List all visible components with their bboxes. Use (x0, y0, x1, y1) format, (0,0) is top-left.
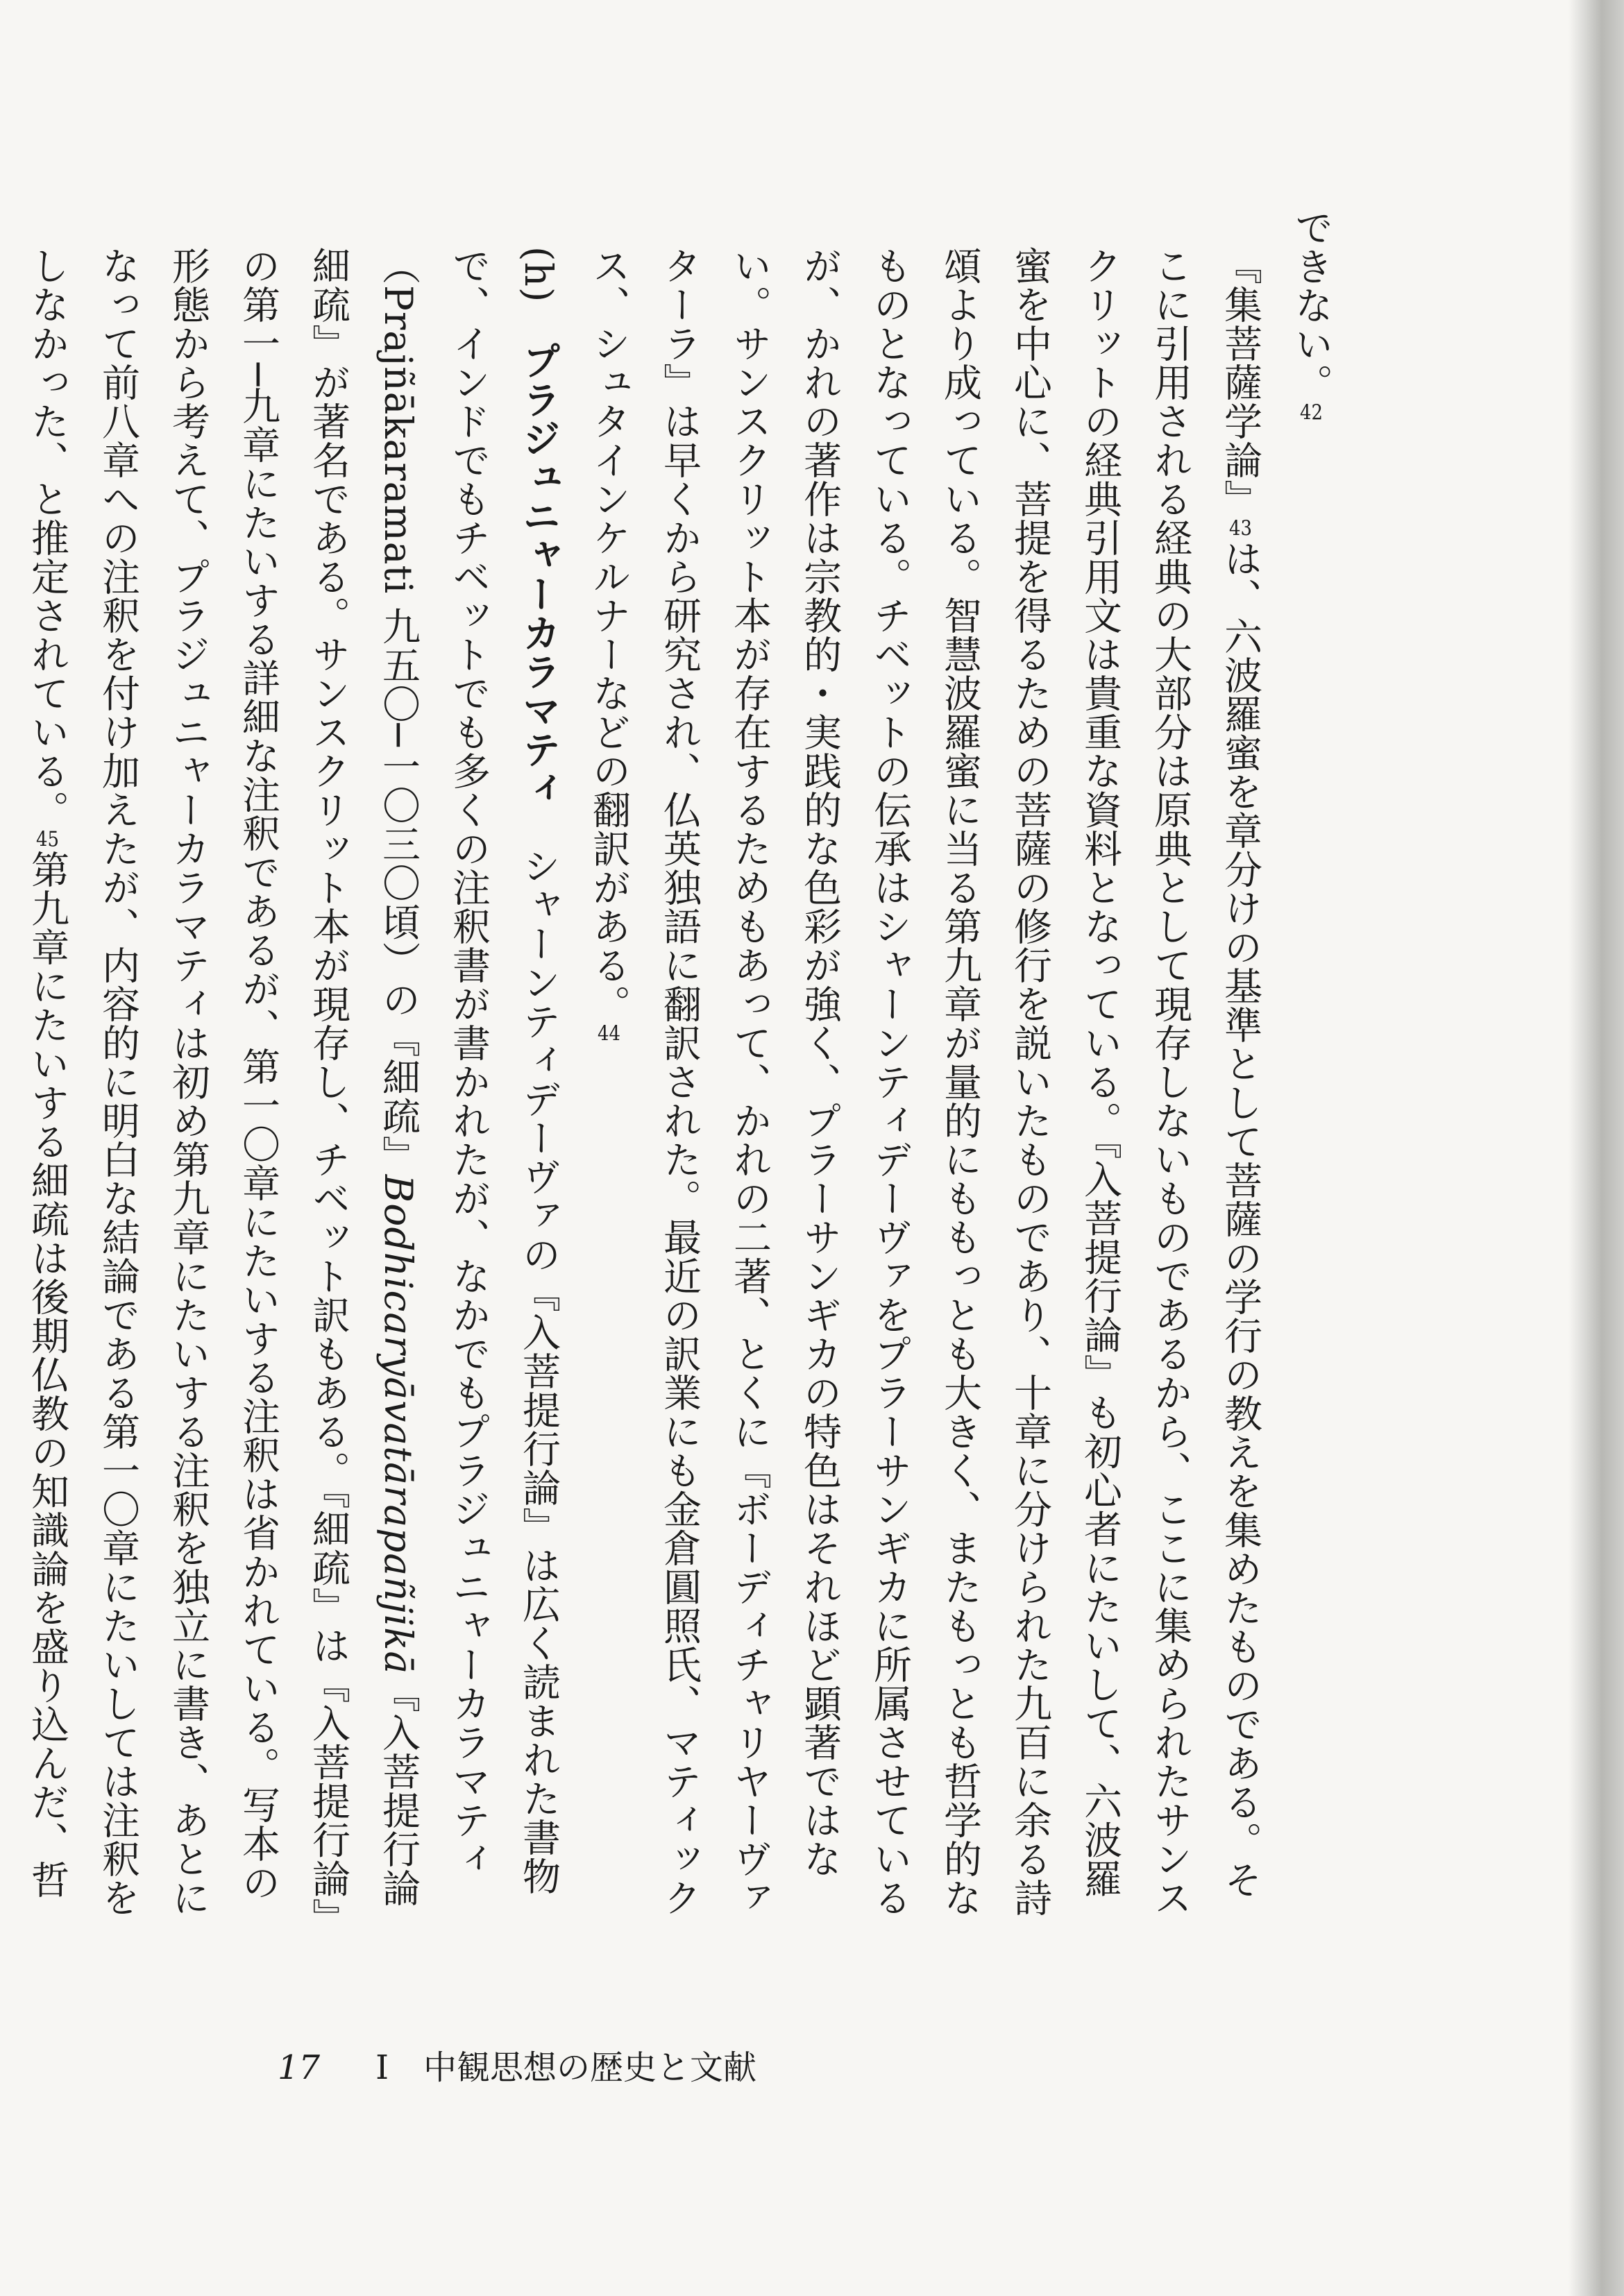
text-run: できない。 (1289, 208, 1333, 402)
page-number: 17 (278, 2048, 321, 2087)
paragraph-prajnakaramati (0, 208, 573, 1929)
part-number: I (375, 2048, 389, 2087)
paragraph-shikshasamuccaya (573, 208, 1276, 1929)
paragraph-continuation (1276, 208, 1346, 1929)
chapter-title: 中観思想の歴史と文献 (423, 2048, 757, 2087)
footnote-marker: 44 (598, 1023, 620, 1044)
page-footer (278, 2040, 902, 2095)
text-run: 第九章にたいする細疏は後期仏教の知識論を盛り込んだ、哲 (25, 850, 69, 1899)
text-run: 『集菩薩学論』 (1218, 246, 1262, 518)
footnote-marker: 43 (1229, 518, 1252, 539)
section-label: (h) (516, 246, 561, 303)
latin-title: Bodhicaryāvatārapañjikā (376, 1174, 421, 1675)
section-heading: プラジュニャーカラマティ (516, 341, 561, 808)
vertical-body-text (25, 208, 1346, 1929)
text-run: シャーンティデーヴァの『入菩提行論』は広く読まれた書物で、インドでもチベットでも多くの注釈書が書かれたが、なかでもプラジュニャーカラマティ（Prajñākaramati 九五〇─一〇三〇頃）の『細疏』 (376, 246, 561, 1896)
text-run: は、六波羅蜜を章分けの基準として菩薩の学行の教えを集めたものである。そこに引用される経典の大部分は原典として現存しないものであるから、ここに集められたサンスクリットの経典引用文は貴重な資料となっている。『入菩提行論』も初心者にたいして、六波羅蜜を中心に、菩提を得るための菩薩の修行を説いたものであり、十章に分けられた九百に余る詩頌より成っている。智慧波羅蜜に当る第九章が量的にももっとも大きく、またもっとも哲学的なものとなっている。チベットの伝承はシャーンティデーヴァをプラーサンギカに所属させているが、かれの著作は宗教的・実践的な色彩が強く、プラーサンギカの特色はそれほど顕著ではない。サンスクリット本が存在するためもあって、かれの二著、とくに『ボーディチャリヤーヴァターラ』は早くから研究され、仏英独語に翻訳された。最近の訳業にも金倉圓照氏、マティックス、シュタインケルナーなどの翻訳がある。 (586, 246, 1262, 1917)
scan-edge-shadow (1568, 0, 1624, 2296)
footnote-marker: 45 (36, 829, 59, 850)
footnote-marker: 42 (1300, 402, 1323, 423)
text-run: 『入菩提行論細疏』が著名である。サンスクリット本が現存し、チベット訳もある。『細疏』は『入菩提行論』の第一─九章にたいする詳細な注釈であるが、第一〇章にたいする注釈は省かれている。写本の形態から考えて、プラジュニャーカラマティは初め第九章にたいする注釈を独立に書き、あとになって前八章への注釈を付け加えたが、内容的に明白な結論である第一〇章にたいしては注釈をしなかった、と推定されている。 (25, 246, 421, 1918)
